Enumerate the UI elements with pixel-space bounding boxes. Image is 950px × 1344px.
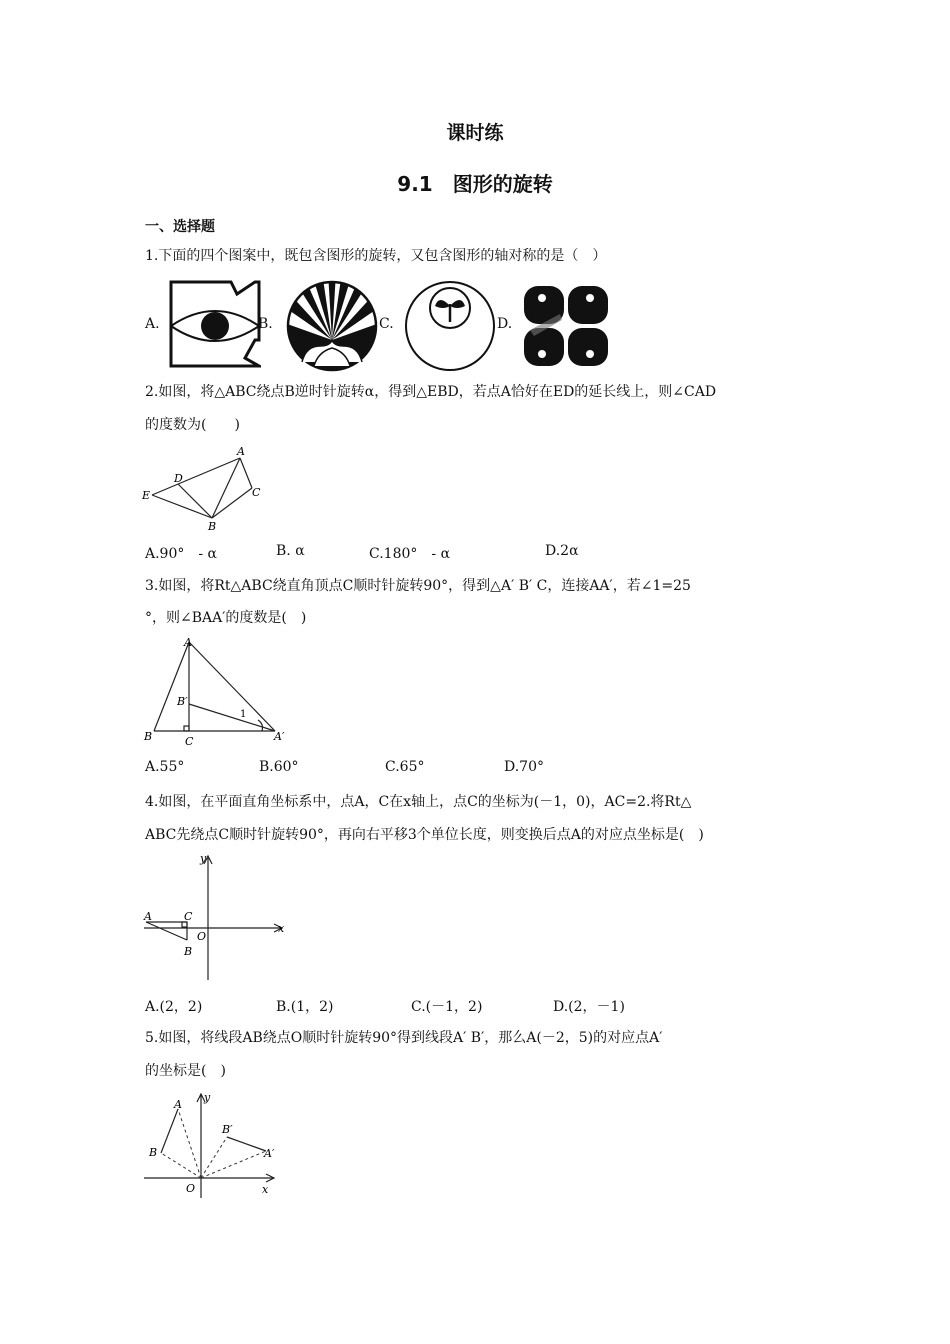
page-title: 课时练 [446,122,504,144]
label-a: A [174,1098,182,1111]
label-y: y [200,852,207,865]
label-b-prime: B′ [222,1123,233,1136]
label-a-prime: A′ [264,1147,275,1160]
label-b: B [208,520,217,533]
option-d: D.(2，－1) [553,999,625,1015]
pattern-c-sprout-image [403,280,497,372]
option-d-label: D. [497,316,513,332]
label-d: D [174,472,183,485]
question-4-options [145,996,805,1016]
question-4-line-1: 4.如图，在平面直角坐标系中，点A，C在x轴上，点C的坐标为(－1，0)，AC=2.将Rt△ [145,794,692,810]
question-2-line-2: 的度数为( ) [145,417,240,433]
label-a-prime: A′ [274,730,285,743]
pattern-d-clover-image [520,282,612,370]
question-2-line-1: 2.如图，将△ABC绕点B逆时针旋转α，得到△EBD，若点A恰好在ED的延长线上，则∠CAD [145,384,717,400]
question-3-figure [140,636,290,750]
option-d: D.2α [545,543,579,559]
question-1-figures [145,280,615,372]
question-1-text: 1.下面的四个图案中，既包含图形的旋转，又包含图形的轴对称的是（ ） [145,248,607,264]
option-b: B. α [276,543,305,559]
option-c: C.180° - α [369,546,451,562]
label-c: C [184,910,193,923]
pattern-b-sunrays-image [286,280,378,372]
option-b-label: B. [258,316,273,332]
section-heading: 一、选择题 [145,219,215,235]
option-a-label: A. [145,316,160,332]
label-a: A [237,445,245,458]
question-5-line-1: 5.如图，将线段AB绕点O顺时针旋转90°得到线段A′ B′，那么A(－2，5)的对应点A′ [145,1030,663,1046]
label-b: B [184,945,193,958]
lesson-subtitle: 9.1 图形的旋转 [397,172,553,196]
label-c: C [185,735,194,748]
label-x: x [278,922,285,935]
question-3-options [145,759,805,779]
option-a: A.55° [145,759,185,775]
label-angle-1: 1 [240,709,247,720]
option-b: B.60° [259,759,299,775]
label-o: O [197,930,207,943]
label-b: B [149,1146,158,1159]
question-5-figure [140,1090,285,1202]
label-y: y [204,1091,211,1104]
option-b: B.(1，2) [276,999,334,1015]
option-c: C.(－1，2) [411,999,483,1015]
label-x: x [262,1183,269,1196]
option-c: C.65° [385,759,425,775]
label-c: C [252,486,261,499]
question-3-line-2: °，则∠BAA′的度数是( ) [145,610,307,626]
label-a: A [184,636,192,649]
option-a: A.(2，2) [145,999,203,1015]
label-a: A [144,910,152,923]
option-d: D.70° [504,759,544,775]
label-b: B [144,730,153,743]
option-c-label: C. [379,316,394,332]
question-4-figure [140,852,290,984]
option-a: A.90° - α [145,546,218,562]
pattern-a-eye-image [169,280,261,370]
question-2-options [145,543,805,563]
question-2-figure [140,444,270,534]
label-b-prime: B′ [177,695,188,708]
question-3-line-1: 3.如图，将Rt△ABC绕直角顶点C顺时针旋转90°，得到△A′ B′ C，连接AA′，若∠1=25 [145,578,691,594]
question-5-line-2: 的坐标是( ) [145,1063,226,1079]
label-o: O [186,1182,196,1195]
label-e: E [142,489,151,502]
question-4-line-2: ABC先绕点C顺时针旋转90°，再向右平移3个单位长度，则变换后点A的对应点坐标是( ) [145,827,704,843]
